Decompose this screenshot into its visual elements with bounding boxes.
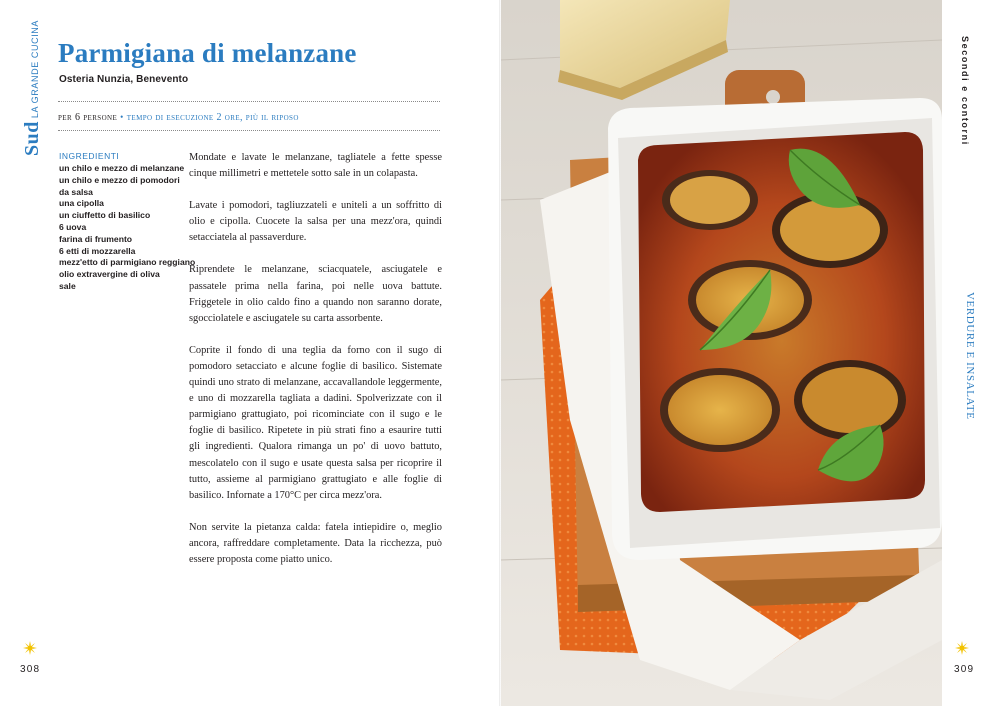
recipe-instructions (189, 150, 442, 584)
ingredient-item: una cipolla (59, 198, 104, 209)
instruction-paragraph: Coprite il fondo di una teglia da forno con il sugo di pomodoro setacciato e alcune foglie di basilico. Sistemate quindi uno strato di melanzane, accavallandole leggermente, e uno di mozzarella tagliata a dadini. Spolverizzate con il parmigiano grattugiato, poi ricominciate con il sugo e le foglie di basilico. Ripetete in più strati fino a esaurire tutti gli ingredienti. Qualora rimanga un po' di uovo battuto, mescolatelo con il sugo e usate questa salsa per ricoprire il tutto, assieme al parmigiano grattugiato e alle foglie di basilico. Infornate a 170°C per circa mezz'ora. (189, 344, 442, 501)
section-subtitle: LA GRANDE CUCINA (30, 20, 40, 119)
ingredient-item: da salsa (59, 186, 93, 197)
servings: per 6 persone (58, 112, 118, 123)
ingredient-item: 6 uova (59, 221, 87, 232)
ingredient-item: olio extravergine di oliva (59, 269, 160, 280)
sun-icon (23, 641, 37, 655)
sun-icon (955, 641, 969, 655)
ingredients-list (59, 163, 195, 293)
recipe-meta (58, 112, 299, 123)
divider-top (58, 101, 440, 102)
section-name: Sud (21, 121, 43, 156)
ingredient-item: un chilo e mezzo di pomodori (59, 174, 180, 185)
instruction-paragraph: Lavate i pomodori, tagliuzzateli e uniteli a un soffritto di olio e cipolla. Cuocete la salsa per una mezz'ora, quindi setacciatela al passaverdure. (189, 200, 442, 244)
ingredient-item: un ciuffetto di basilico (59, 210, 151, 221)
right-page (500, 0, 1000, 706)
recipe-title: Parmigiana di melanzane (58, 38, 357, 68)
ingredient-item: mezz'etto di parmigiano reggiano (59, 257, 196, 268)
recipe-source: Osteria Nunzia, Benevento (59, 74, 189, 85)
ingredients-heading: INGREDIENTI (59, 151, 120, 161)
ingredient-item: sale (59, 280, 76, 291)
divider-bottom (58, 130, 440, 131)
book-gutter (499, 0, 501, 706)
prep-time: tempo di esecuzione 2 ore, più il riposo (126, 112, 299, 123)
category-label: VERDURE E INSALATE (964, 292, 976, 420)
dish-photo (500, 0, 942, 706)
page-number-right: 309 (954, 664, 975, 675)
instruction-paragraph: Riprendete le melanzane, sciacquatele, asciugatele e passatele prima nella farina, poi nelle uova battute. Friggetele in olio caldo fino a quando non saranno dorate, sgocciolatele e asciugatele su carta assorbente. (189, 264, 442, 324)
ingredient-item: 6 etti di mozzarella (59, 245, 136, 256)
ingredient-item: farina di frumento (59, 233, 133, 244)
instruction-paragraph: Mondate e lavate le melanzane, tagliatele a fette spesse cinque millimetri e mettetele sotto sale in un colapasta. (189, 152, 442, 180)
section-tab (21, 20, 44, 156)
section-label: Secondi e contorni (960, 36, 970, 146)
instruction-paragraph: Non servite la pietanza calda: fatela intiepidire o, meglio ancora, raffreddare completamente. Data la ricchezza, può essere proposta come piatto unico. (189, 521, 442, 565)
page-number-left: 308 (20, 664, 41, 675)
bullet: • (120, 112, 124, 122)
parmigiana-photo (500, 0, 942, 706)
ingredient-item: un chilo e mezzo di melanzane (59, 163, 185, 173)
